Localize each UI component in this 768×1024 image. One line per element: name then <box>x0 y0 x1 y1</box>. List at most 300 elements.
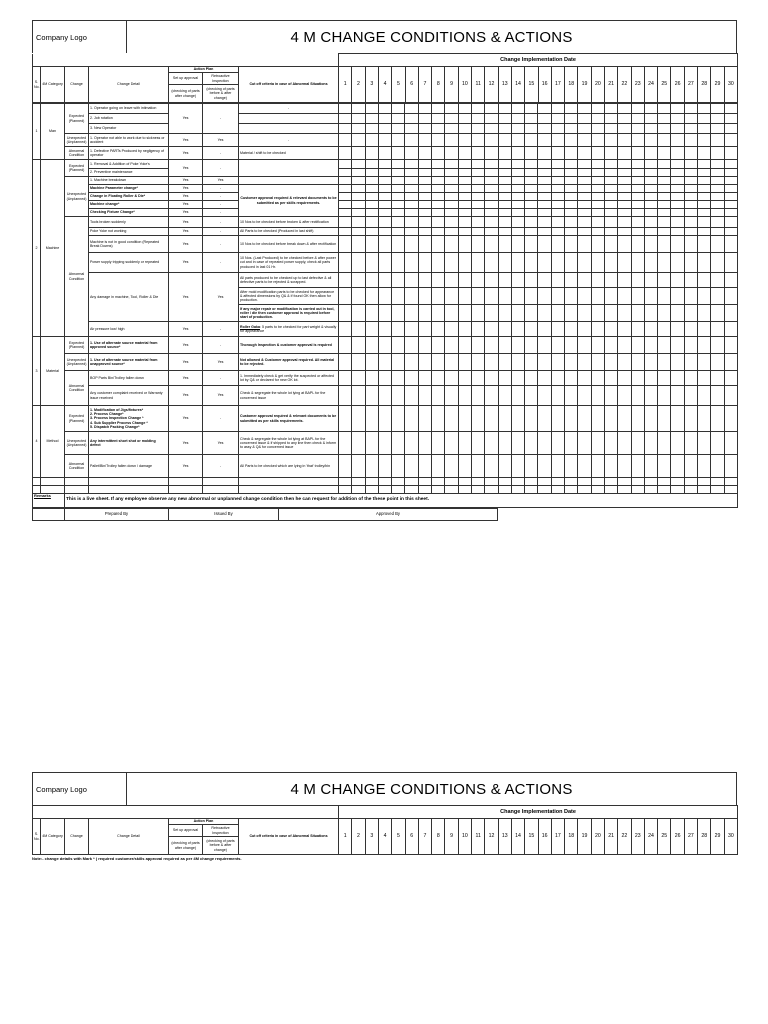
day-cell[interactable] <box>671 169 684 177</box>
day-cell[interactable] <box>538 406 551 432</box>
day-cell[interactable] <box>445 386 458 406</box>
day-cell[interactable] <box>658 273 671 288</box>
day-cell[interactable] <box>352 147 365 160</box>
day-cell[interactable] <box>365 193 378 201</box>
day-cell[interactable] <box>724 478 737 486</box>
day-cell[interactable] <box>498 371 511 386</box>
day-cell[interactable] <box>405 185 418 193</box>
day-cell[interactable] <box>565 124 578 134</box>
day-cell[interactable] <box>631 478 644 486</box>
day-cell[interactable] <box>352 273 365 288</box>
day-cell[interactable] <box>551 160 564 169</box>
day-cell[interactable] <box>352 236 365 253</box>
day-cell[interactable] <box>658 201 671 209</box>
day-cell[interactable] <box>392 486 405 494</box>
day-cell[interactable] <box>405 455 418 478</box>
day-cell[interactable] <box>565 217 578 228</box>
day-cell[interactable] <box>418 337 431 354</box>
day-cell[interactable] <box>551 406 564 432</box>
day-cell[interactable] <box>658 322 671 337</box>
day-cell[interactable] <box>339 386 352 406</box>
day-cell[interactable] <box>551 432 564 455</box>
day-cell[interactable] <box>644 209 657 217</box>
day-cell[interactable] <box>498 185 511 193</box>
day-cell[interactable] <box>538 432 551 455</box>
day-cell[interactable] <box>551 371 564 386</box>
day-cell[interactable] <box>658 193 671 201</box>
day-cell[interactable] <box>538 288 551 305</box>
day-cell[interactable] <box>578 432 591 455</box>
day-cell[interactable] <box>578 406 591 432</box>
day-cell[interactable] <box>445 134 458 147</box>
day-cell[interactable] <box>511 253 524 273</box>
day-cell[interactable] <box>604 193 617 201</box>
day-cell[interactable] <box>565 337 578 354</box>
day-cell[interactable] <box>365 455 378 478</box>
day-cell[interactable] <box>671 406 684 432</box>
day-cell[interactable] <box>658 478 671 486</box>
day-cell[interactable] <box>551 201 564 209</box>
day-cell[interactable] <box>458 185 471 193</box>
day-cell[interactable] <box>339 201 352 209</box>
day-cell[interactable] <box>378 406 391 432</box>
day-cell[interactable] <box>711 432 724 455</box>
day-cell[interactable] <box>658 337 671 354</box>
day-cell[interactable] <box>525 147 538 160</box>
day-cell[interactable] <box>525 288 538 305</box>
day-cell[interactable] <box>631 177 644 185</box>
day-cell[interactable] <box>578 273 591 288</box>
day-cell[interactable] <box>604 114 617 124</box>
day-cell[interactable] <box>498 478 511 486</box>
day-cell[interactable] <box>498 406 511 432</box>
day-cell[interactable] <box>445 228 458 236</box>
day-cell[interactable] <box>445 147 458 160</box>
day-cell[interactable] <box>378 169 391 177</box>
day-cell[interactable] <box>339 147 352 160</box>
day-cell[interactable] <box>565 160 578 169</box>
day-cell[interactable] <box>392 114 405 124</box>
day-cell[interactable] <box>565 273 578 288</box>
day-cell[interactable] <box>644 478 657 486</box>
day-cell[interactable] <box>458 288 471 305</box>
day-cell[interactable] <box>565 236 578 253</box>
day-cell[interactable] <box>352 253 365 273</box>
day-cell[interactable] <box>591 386 604 406</box>
day-cell[interactable] <box>578 305 591 322</box>
day-cell[interactable] <box>458 354 471 371</box>
day-cell[interactable] <box>365 134 378 147</box>
day-cell[interactable] <box>365 124 378 134</box>
day-cell[interactable] <box>511 134 524 147</box>
day-cell[interactable] <box>458 305 471 322</box>
day-cell[interactable] <box>565 305 578 322</box>
day-cell[interactable] <box>339 134 352 147</box>
day-cell[interactable] <box>578 134 591 147</box>
day-cell[interactable] <box>378 386 391 406</box>
day-cell[interactable] <box>511 209 524 217</box>
day-cell[interactable] <box>644 124 657 134</box>
day-cell[interactable] <box>485 432 498 455</box>
day-cell[interactable] <box>458 486 471 494</box>
day-cell[interactable] <box>511 114 524 124</box>
day-cell[interactable] <box>578 114 591 124</box>
day-cell[interactable] <box>671 386 684 406</box>
day-cell[interactable] <box>485 354 498 371</box>
day-cell[interactable] <box>711 177 724 185</box>
day-cell[interactable] <box>658 177 671 185</box>
day-cell[interactable] <box>511 193 524 201</box>
day-cell[interactable] <box>578 160 591 169</box>
day-cell[interactable] <box>511 124 524 134</box>
day-cell[interactable] <box>525 486 538 494</box>
day-cell[interactable] <box>352 177 365 185</box>
day-cell[interactable] <box>578 217 591 228</box>
day-cell[interactable] <box>418 288 431 305</box>
day-cell[interactable] <box>711 209 724 217</box>
day-cell[interactable] <box>591 253 604 273</box>
day-cell[interactable] <box>604 432 617 455</box>
day-cell[interactable] <box>511 228 524 236</box>
day-cell[interactable] <box>511 177 524 185</box>
day-cell[interactable] <box>644 114 657 124</box>
day-cell[interactable] <box>711 185 724 193</box>
day-cell[interactable] <box>471 104 484 114</box>
day-cell[interactable] <box>511 354 524 371</box>
day-cell[interactable] <box>658 288 671 305</box>
day-cell[interactable] <box>644 185 657 193</box>
day-cell[interactable] <box>724 193 737 201</box>
day-cell[interactable] <box>711 455 724 478</box>
day-cell[interactable] <box>352 322 365 337</box>
day-cell[interactable] <box>511 322 524 337</box>
day-cell[interactable] <box>631 253 644 273</box>
day-cell[interactable] <box>485 217 498 228</box>
day-cell[interactable] <box>658 169 671 177</box>
day-cell[interactable] <box>698 371 711 386</box>
day-cell[interactable] <box>604 169 617 177</box>
day-cell[interactable] <box>551 273 564 288</box>
day-cell[interactable] <box>698 386 711 406</box>
day-cell[interactable] <box>485 160 498 169</box>
day-cell[interactable] <box>445 177 458 185</box>
day-cell[interactable] <box>671 193 684 201</box>
day-cell[interactable] <box>644 169 657 177</box>
day-cell[interactable] <box>352 478 365 486</box>
day-cell[interactable] <box>339 124 352 134</box>
day-cell[interactable] <box>538 201 551 209</box>
day-cell[interactable] <box>711 160 724 169</box>
day-cell[interactable] <box>392 406 405 432</box>
day-cell[interactable] <box>418 201 431 209</box>
day-cell[interactable] <box>418 147 431 160</box>
day-cell[interactable] <box>365 147 378 160</box>
day-cell[interactable] <box>684 236 697 253</box>
day-cell[interactable] <box>724 217 737 228</box>
day-cell[interactable] <box>378 455 391 478</box>
day-cell[interactable] <box>485 104 498 114</box>
day-cell[interactable] <box>405 288 418 305</box>
day-cell[interactable] <box>339 288 352 305</box>
day-cell[interactable] <box>684 147 697 160</box>
day-cell[interactable] <box>445 114 458 124</box>
day-cell[interactable] <box>511 273 524 288</box>
day-cell[interactable] <box>724 386 737 406</box>
day-cell[interactable] <box>445 371 458 386</box>
day-cell[interactable] <box>378 217 391 228</box>
day-cell[interactable] <box>644 177 657 185</box>
day-cell[interactable] <box>405 322 418 337</box>
day-cell[interactable] <box>711 104 724 114</box>
day-cell[interactable] <box>392 104 405 114</box>
day-cell[interactable] <box>644 273 657 288</box>
day-cell[interactable] <box>618 386 631 406</box>
day-cell[interactable] <box>684 478 697 486</box>
day-cell[interactable] <box>724 322 737 337</box>
day-cell[interactable] <box>658 236 671 253</box>
day-cell[interactable] <box>591 124 604 134</box>
day-cell[interactable] <box>538 228 551 236</box>
day-cell[interactable] <box>698 337 711 354</box>
day-cell[interactable] <box>604 478 617 486</box>
day-cell[interactable] <box>684 169 697 177</box>
day-cell[interactable] <box>511 236 524 253</box>
day-cell[interactable] <box>458 322 471 337</box>
day-cell[interactable] <box>525 124 538 134</box>
day-cell[interactable] <box>698 354 711 371</box>
day-cell[interactable] <box>432 337 445 354</box>
day-cell[interactable] <box>485 273 498 288</box>
day-cell[interactable] <box>551 455 564 478</box>
day-cell[interactable] <box>339 432 352 455</box>
day-cell[interactable] <box>339 337 352 354</box>
day-cell[interactable] <box>458 124 471 134</box>
day-cell[interactable] <box>671 486 684 494</box>
day-cell[interactable] <box>432 354 445 371</box>
day-cell[interactable] <box>485 288 498 305</box>
day-cell[interactable] <box>485 201 498 209</box>
day-cell[interactable] <box>538 236 551 253</box>
day-cell[interactable] <box>565 322 578 337</box>
day-cell[interactable] <box>485 486 498 494</box>
day-cell[interactable] <box>511 432 524 455</box>
day-cell[interactable] <box>551 185 564 193</box>
day-cell[interactable] <box>578 124 591 134</box>
day-cell[interactable] <box>378 209 391 217</box>
day-cell[interactable] <box>565 147 578 160</box>
day-cell[interactable] <box>724 406 737 432</box>
day-cell[interactable] <box>604 134 617 147</box>
day-cell[interactable] <box>525 236 538 253</box>
day-cell[interactable] <box>684 160 697 169</box>
day-cell[interactable] <box>591 228 604 236</box>
day-cell[interactable] <box>498 273 511 288</box>
day-cell[interactable] <box>525 273 538 288</box>
day-cell[interactable] <box>445 209 458 217</box>
day-cell[interactable] <box>698 228 711 236</box>
day-cell[interactable] <box>631 124 644 134</box>
day-cell[interactable] <box>671 201 684 209</box>
day-cell[interactable] <box>698 114 711 124</box>
day-cell[interactable] <box>604 288 617 305</box>
day-cell[interactable] <box>352 201 365 209</box>
day-cell[interactable] <box>684 209 697 217</box>
day-cell[interactable] <box>458 104 471 114</box>
day-cell[interactable] <box>418 228 431 236</box>
day-cell[interactable] <box>498 160 511 169</box>
day-cell[interactable] <box>392 371 405 386</box>
day-cell[interactable] <box>405 273 418 288</box>
day-cell[interactable] <box>658 354 671 371</box>
day-cell[interactable] <box>352 371 365 386</box>
day-cell[interactable] <box>445 104 458 114</box>
day-cell[interactable] <box>658 371 671 386</box>
day-cell[interactable] <box>365 273 378 288</box>
day-cell[interactable] <box>538 114 551 124</box>
day-cell[interactable] <box>698 486 711 494</box>
day-cell[interactable] <box>392 455 405 478</box>
day-cell[interactable] <box>724 354 737 371</box>
day-cell[interactable] <box>551 253 564 273</box>
day-cell[interactable] <box>471 193 484 201</box>
day-cell[interactable] <box>658 432 671 455</box>
day-cell[interactable] <box>392 432 405 455</box>
day-cell[interactable] <box>511 406 524 432</box>
day-cell[interactable] <box>711 253 724 273</box>
day-cell[interactable] <box>405 354 418 371</box>
day-cell[interactable] <box>339 169 352 177</box>
day-cell[interactable] <box>405 406 418 432</box>
day-cell[interactable] <box>711 386 724 406</box>
day-cell[interactable] <box>525 432 538 455</box>
day-cell[interactable] <box>418 486 431 494</box>
day-cell[interactable] <box>525 337 538 354</box>
day-cell[interactable] <box>618 236 631 253</box>
day-cell[interactable] <box>352 193 365 201</box>
day-cell[interactable] <box>471 305 484 322</box>
day-cell[interactable] <box>631 147 644 160</box>
day-cell[interactable] <box>392 134 405 147</box>
day-cell[interactable] <box>352 354 365 371</box>
day-cell[interactable] <box>445 273 458 288</box>
day-cell[interactable] <box>339 486 352 494</box>
day-cell[interactable] <box>525 104 538 114</box>
day-cell[interactable] <box>724 273 737 288</box>
day-cell[interactable] <box>591 209 604 217</box>
day-cell[interactable] <box>671 177 684 185</box>
day-cell[interactable] <box>671 455 684 478</box>
day-cell[interactable] <box>365 337 378 354</box>
day-cell[interactable] <box>684 134 697 147</box>
day-cell[interactable] <box>591 114 604 124</box>
day-cell[interactable] <box>658 406 671 432</box>
day-cell[interactable] <box>604 305 617 322</box>
day-cell[interactable] <box>405 114 418 124</box>
day-cell[interactable] <box>671 160 684 169</box>
day-cell[interactable] <box>591 147 604 160</box>
day-cell[interactable] <box>565 432 578 455</box>
day-cell[interactable] <box>471 288 484 305</box>
day-cell[interactable] <box>591 322 604 337</box>
day-cell[interactable] <box>365 432 378 455</box>
day-cell[interactable] <box>418 134 431 147</box>
day-cell[interactable] <box>392 169 405 177</box>
day-cell[interactable] <box>445 124 458 134</box>
day-cell[interactable] <box>618 147 631 160</box>
day-cell[interactable] <box>471 124 484 134</box>
day-cell[interactable] <box>485 228 498 236</box>
day-cell[interactable] <box>551 322 564 337</box>
day-cell[interactable] <box>378 124 391 134</box>
day-cell[interactable] <box>378 478 391 486</box>
day-cell[interactable] <box>485 209 498 217</box>
day-cell[interactable] <box>458 169 471 177</box>
day-cell[interactable] <box>565 386 578 406</box>
day-cell[interactable] <box>644 134 657 147</box>
day-cell[interactable] <box>604 124 617 134</box>
day-cell[interactable] <box>352 228 365 236</box>
day-cell[interactable] <box>458 147 471 160</box>
day-cell[interactable] <box>724 455 737 478</box>
day-cell[interactable] <box>498 169 511 177</box>
day-cell[interactable] <box>658 486 671 494</box>
day-cell[interactable] <box>684 201 697 209</box>
day-cell[interactable] <box>405 134 418 147</box>
day-cell[interactable] <box>578 337 591 354</box>
day-cell[interactable] <box>618 253 631 273</box>
day-cell[interactable] <box>578 104 591 114</box>
day-cell[interactable] <box>458 455 471 478</box>
day-cell[interactable] <box>565 177 578 185</box>
day-cell[interactable] <box>498 305 511 322</box>
day-cell[interactable] <box>618 177 631 185</box>
day-cell[interactable] <box>578 185 591 193</box>
day-cell[interactable] <box>458 478 471 486</box>
day-cell[interactable] <box>618 288 631 305</box>
day-cell[interactable] <box>498 386 511 406</box>
day-cell[interactable] <box>378 486 391 494</box>
day-cell[interactable] <box>432 228 445 236</box>
day-cell[interactable] <box>618 217 631 228</box>
day-cell[interactable] <box>498 209 511 217</box>
day-cell[interactable] <box>644 104 657 114</box>
day-cell[interactable] <box>658 209 671 217</box>
day-cell[interactable] <box>724 209 737 217</box>
day-cell[interactable] <box>498 104 511 114</box>
day-cell[interactable] <box>432 169 445 177</box>
day-cell[interactable] <box>591 273 604 288</box>
day-cell[interactable] <box>432 124 445 134</box>
day-cell[interactable] <box>631 305 644 322</box>
day-cell[interactable] <box>631 217 644 228</box>
day-cell[interactable] <box>631 160 644 169</box>
day-cell[interactable] <box>698 322 711 337</box>
day-cell[interactable] <box>352 104 365 114</box>
day-cell[interactable] <box>485 124 498 134</box>
day-cell[interactable] <box>392 228 405 236</box>
day-cell[interactable] <box>511 160 524 169</box>
day-cell[interactable] <box>378 322 391 337</box>
day-cell[interactable] <box>551 169 564 177</box>
day-cell[interactable] <box>698 273 711 288</box>
day-cell[interactable] <box>392 201 405 209</box>
day-cell[interactable] <box>684 228 697 236</box>
day-cell[interactable] <box>405 253 418 273</box>
day-cell[interactable] <box>578 147 591 160</box>
day-cell[interactable] <box>698 305 711 322</box>
day-cell[interactable] <box>458 236 471 253</box>
day-cell[interactable] <box>698 169 711 177</box>
